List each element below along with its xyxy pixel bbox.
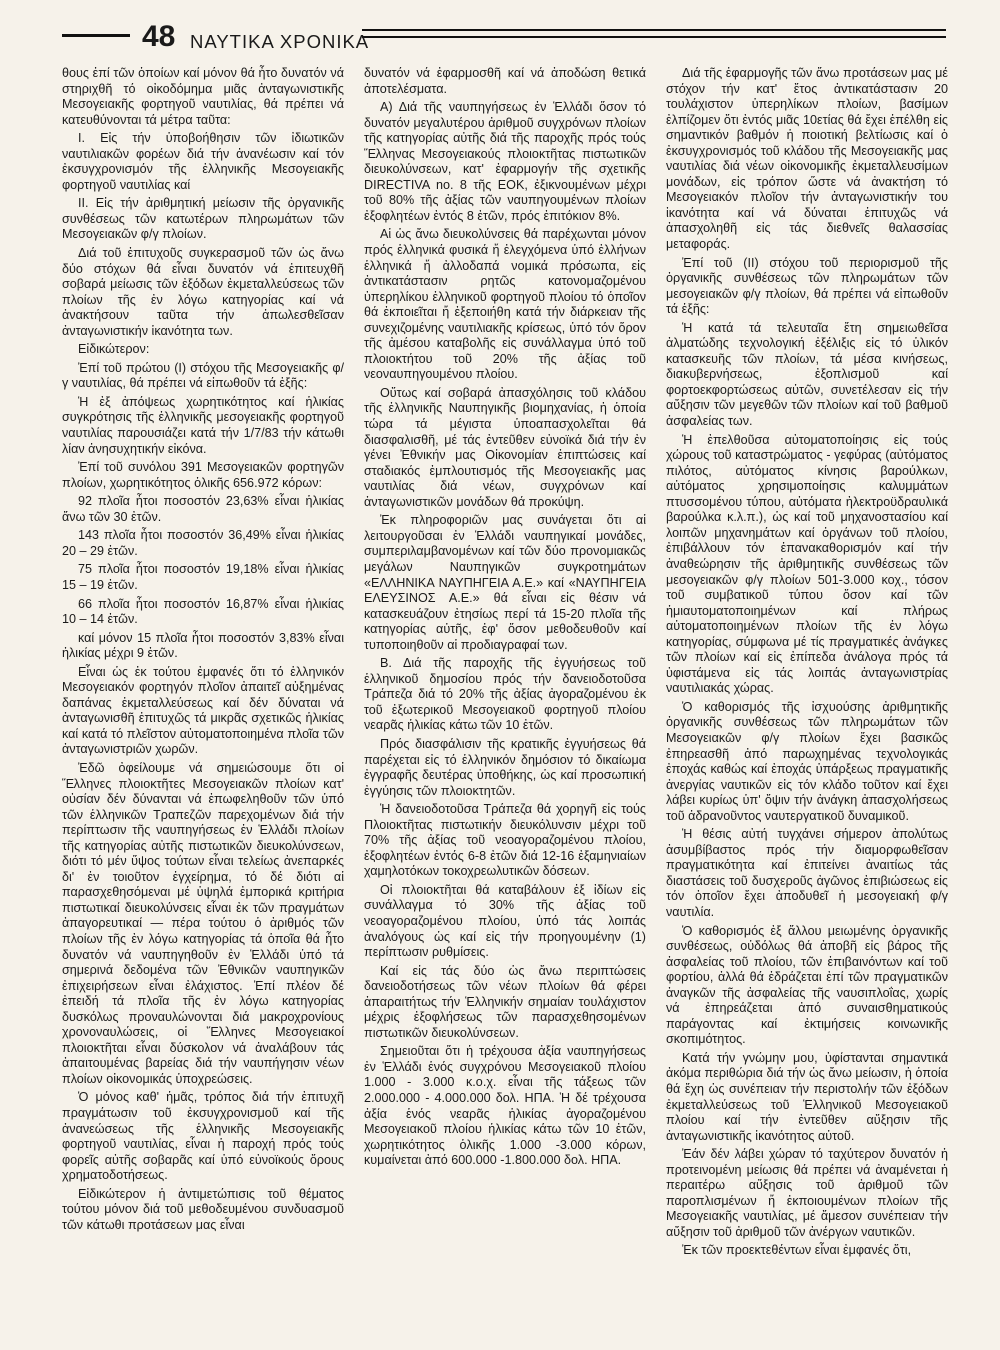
paragraph: Ἐκ πληροφοριῶν μας συνάγεται ὅτι αἱ λειτουργοῦσαι ἐν Ἑλλάδι ναυπηγικαί μονάδες, συμπεριλαμβανομένων καί τῶν δύο προνομιακῶς μεγάλων Ναυπηγικῶν συγκροτημάτων «ΕΛΛΗΝΙΚΑ ΝΑΥΠΗΓΕΙΑ Α.Ε.» καί «ΝΑΥΠΗΓΕΙΑ ΕΛΕΥΣΙΝΟΣ Α.Ε.» θά εἶναι εἰς θέσιν νά κατασκευάζουν ἐτησίως περί τά 15-20 πλοῖα τῆς κατηγορίας αὐτῆς, ἐφ' ὅσον μεθοδευθοῦν καί τυποποιηθοῦν αἱ προδιαγραφαί των. <box>364 513 646 652</box>
paragraph: Ὁ καθορισμός τῆς ἰσχυούσης ἀριθμητικῆς ὀργανικῆς συνθέσεως τῶν πληρωμάτων τῶν Μεσογειακῶν φ/γ πλοίων ἔχει βασικῶς ἐπηρεασθῆ ἀπό παρωχημένας τεχνολογικάς ἐποχάς καθώς καί ἐποχάς ὑπάρξεως πραγματικῆς ἀνεργίας ναυτικῶν εἰς τόν κλάδο τοῦτον καί ἔχει λάβει κυρίως ὑπ' ὄψιν τήν ἀνάγκη ἀπασχολήσεως τοῦ ἀδρανοῦντος ναυτεργατικοῦ δυναμικοῦ. <box>666 699 948 823</box>
paragraph: Εἰδικώτερον: <box>78 342 150 357</box>
paragraph: Σημειοῦται ὅτι ἡ τρέχουσα ἀξία ναυπηγήσεως ἐν Ἑλλάδι ἑνός συγχρόνου Μεσογειακοῦ πλοίου 1.000 - 3.000 κ.ο.χ. εἶναι τῆς τάξεως τῶν 2.000.000 - 4.000.000 δολ. ΗΠΑ. Ἡ δέ τρέχουσα ἀξία ἑνός νεαρᾶς ἡλικίας ἀγοραζομένου Μεσογειακοῦ πλοίου ἡλικίας κάτω τῶν 10 ἐτῶν, χωρητικότητος ὁλικῆς 1.000 -3.000 κόρων, κυμαίνεται ἀπό 600.000 -1.800.000 δολ. ΗΠΑ. <box>364 1044 646 1168</box>
paragraph: Ἐάν δέν λάβει χώραν τό ταχύτερον δυνατόν ἡ προτεινομένη μείωσις θά πρέπει νά ἀναμένεται ἡ περαιτέρω αὔξησις τοῦ ἀριθμοῦ τῶν παροπλισμένων ἤ ἐκποιουμένων πλοίων τῆς Μεσογειακῆς ναυτιλίας, μέ ἄμεσον συνέπειαν τήν αὔξησιν τοῦ ἀριθμοῦ τῶν ἀνέργων ναυτικῶν. <box>666 1147 948 1239</box>
paragraph: 92 πλοῖα ἦτοι ποσοστόν 23,63% εἶναι ἡλικίας ἄνω τῶν 30 ἐτῶν. <box>62 494 344 524</box>
paragraph: Ἡ ἐξ ἀπόψεως χωρητικότητος καί ἡλικίας συγκρότησις τῆς ἑλληνικῆς μεσογειακῆς φορτηγοῦ ναυτιλίας παρουσιάζει κατά τήν 1/7/83 τήν κάτωθι λίαν ἀνησυχητικήν εἰκόνα. <box>62 394 344 456</box>
paragraph: 66 πλοῖα ἦτοι ποσοστόν 16,87% εἶναι ἡλικίας 10 – 14 ἐτῶν. <box>62 596 344 627</box>
paragraph: 143 πλοῖα ἦτοι ποσοστόν 36,49% εἶναι ἡλικίας 20 – 29 ἐτῶν. <box>62 528 344 558</box>
paragraph: Ἡ δανειοδοτοῦσα Τράπεζα θά χορηγῆ εἰς τούς Πλοιοκτῆτας πιστωτικήν διευκόλυνσιν μέχρι τοῦ 70% τῆς ἀξίας τοῦ νεοαγοραζομένου πλοίου, ἐξοφλητέων ἐντός 6-8 ἐτῶν διά 12-16 ἐξαμηνιαίων χαμηλοτόκων τοκοχρεωλυτικῶν δόσεων. <box>364 802 646 879</box>
paragraph: καί μόνον 15 πλοῖα ἦτοι ποσοστόν 3,83% εἶναι ἡλικίας μέχρι 9 ἐτῶν. <box>62 630 344 661</box>
text-column-3 <box>666 66 948 1262</box>
publication-title: ΝΑΥΤΙΚΑ ΧΡΟΝΙΚΑ <box>190 31 370 52</box>
paragraph: Ἡ ἐπελθοῦσα αὐτοματοποίησις εἰς τούς χώρους τοῦ καταστρώματος - γεφύρας (αὐτόματος πιλότος, αὐτόματος κίνησις βαρούλκων, αὐτόματος χρησιμοποίησις καλυμμάτων πτυσσομένου τύπου, αὐτόματα ἠλεκτροϋδραυλικά βαρούλκα κ.λ.π.), ὡς καί τοῦ μηχανοστασίου καί λοιπῶν μηχανημάτων καί ὀργάνων τοῦ πλοίου, ἐπιβάλλουν τόν ἐπανακαθορισμόν καί τήν ἀναθεώρησιν τῆς ἀριθμητικῆς συνθέσεως τῶν μεσογειακῶν φ/γ πλοίων 501-3.000 κοχ., τόσον τοῦ συμβατικοῦ τύπου ὅσον καί τῶν ἡμιαυτοματοποιημένων καί πλήρως αὐτοματοποιημένων πλοίων τῆς ἐν λόγω κατηγορίας, σύμφωνα μέ τίς πραγματικές ἀνάγκες τῶν πλοίων καί εἰς ἐπίπεδα ἀνάλογα πρός τά ὑφιστάμενα εἰς τάς λοιπάς ἀνταγωνιστρίας ναυτιλιακάς χώρας. <box>666 432 948 696</box>
paragraph: δυνατόν νά ἐφαρμοσθῆ καί νά ἀποδώση θετικά ἀποτελέσματα. <box>364 66 646 96</box>
paragraph: Αἱ ὡς ἄνω διευκολύνσεις θά παρέχωνται μόνον πρός ἑλληνικά φυσικά ἤ ἐλεγχόμενα ὑπό ἑλλήνων ἑλληνικά ἤ ἀλλοδαπά νομικά πρόσωπα, εἰς ἀντικατάστασιν ρητῶς κατονομαζομένου ὑπερηλίκου ἑλληνικοῦ φορτηγοῦ πλοίου τό ὁποῖον θά ἐκποιεῖται ἤ ἐξεποιήθη κατά τήν διάρκειαν τῆς συνεχιζομένης ναυτιλιακῆς κρίσεως, ὑπό τόν ὅρον τῆς ἀμέσου καταβολῆς εἰς συνάλλαγμα ὑπό τοῦ πλοιοκτήτου τοῦ 20% τῆς ἀξίας τοῦ νεοναυπηγουμένου πλοίου. <box>364 227 646 382</box>
paragraph: θους ἐπί τῶν ὁποίων καί μόνον θά ἦτο δυνατόν νά στηριχθῆ τό οἰκοδόμημα μιᾶς ἀνταγωνιστικῆς Μεσογειακῆς φορτηγοῦ ναυτιλίας, θά πρέπει νά κατευθύνονται τά μέτρα ταῦτα: <box>62 66 344 127</box>
paragraph: Ι. Εἰς τήν ὑποβοήθησιν τῶν ἰδιωτικῶν ναυτιλιακῶν φορέων διά τήν ἀνανέωσιν καί τόν ἐκσυγχρονισμόν τῆς ἑλληνικῆς Μεσογειακῆς φορτηγοῦ ναυτιλίας καί <box>62 131 344 192</box>
paragraph: Ἡ θέσις αὐτή τυγχάνει σήμερον ἀπολύτως ἀσυμβίβαστος πρός τήν διαμορφωθεῖσαν πραγματικότητα καί ἐπιτείνει ἀναιτίως τάς διαστάσεις τοῦ δυσχεροῦς ἀγῶνος ἐπιβιώσεως εἰς τόν ὁποῖον ἔχει ἀποδυθεῖ ἡ μεσογειακή φ/γ ναυτιλία. <box>666 827 948 919</box>
paragraph: Οὕτως καί σοβαρά ἀπασχόλησις τοῦ κλάδου τῆς ἑλληνικῆς Ναυπηγικῆς βιομηχανίας, ἡ ὁποία τώρα τά μέγιστα ὑποαπασχολεῖται θά διασφαλισθῆ, μέ τάς ἐντεῦθεν εὐνοϊκά διά τήν ἐν γένει Ἐθνικήν μας Οἰκονομίαν ἐπιπτώσεις καί σταδιακός ἐμπλουτισμός τῆς Μεσογειακῆς μας ναυτιλίας διά νέων, συγχρόνων καί ἀνταγωνιστικῶν μονάδων θά προκύψη. <box>364 385 646 509</box>
paragraph: 75 πλοῖα ἦτοι ποσοστόν 19,18% εἶναι ἡλικίας 15 – 19 ἐτῶν. <box>62 562 344 592</box>
paragraph: Καί εἰς τάς δύο ὡς ἄνω περιπτώσεις δανειοδοτήσεως τῶν νέων πλοίων θά φέρει ἀπαραιτήτως τήν Ἑλληνικήν σημαίαν τουλάχιστον μέχρις ἐξοφλήσεως τῶν παρασχεθησομένων πιστωτικῶν διευκολύνσεων. <box>364 963 646 1040</box>
header-rule-right <box>362 29 946 38</box>
paragraph: ΙΙ. Εἰς τήν ἀριθμητική μείωσιν τῆς ὀργανικῆς συνθέσεως τῶν κατωτέρων πληρωμάτων τῶν Μεσογειακῶν φ/γ πλοίων. <box>62 196 344 242</box>
paragraph: Ὁ μόνος καθ' ἡμᾶς, τρόπος διά τήν ἐπιτυχῆ πραγμάτωσιν τοῦ ἐκσυγχρονισμοῦ καί τῆς ἀνανεώσεως τῆς ἑλληνικῆς Μεσογειακῆς φορτηγοῦ ναυτιλίας, εἶναι ἡ παροχή πρός τούς φορεῖς αὐτῆς σοβαρᾶς καί ὑπό εὐνοϊκούς ὅρους χρηματοδοτήσεως. <box>62 1090 344 1183</box>
page-header <box>62 22 946 62</box>
paragraph: Β. Διά τῆς παροχῆς τῆς ἐγγυήσεως τοῦ ἑλληνικοῦ δημοσίου πρός τήν δανειοδοτοῦσα Τράπεζα διά τό 20% τῆς ἀξίας ἀγοραζομένου ἐκ τοῦ ἐξωτερικοῦ Μεσογειακοῦ φορτηγοῦ πλοίου νεαρᾶς ἡλικίας κάτω τῶν 10 ἐτῶν. <box>364 656 646 733</box>
paragraph: Α) Διά τῆς ναυπηγήσεως ἐν Ἑλλάδι ὅσον τό δυνατόν μεγαλυτέρου ἀριθμοῦ συγχρόνων πλοίων τῆς κατηγορίας αὐτῆς διά τῆς παροχῆς πρός τούς Ἕλληνας Μεσογειακούς πλοιοκτῆτας πιστωτικῶν διευκολύνσεων, κατ' ἐφαρμογήν τῆς σχετικῆς DIRECTIVA no. 8 τῆς ΕΟΚ, ἐξικνουμένων μέχρι τοῦ 80% τῆς ἀξίας τῶν ναυπηγουμένων πλοίων ἐξοφλητέων ἐντός 8 ἐτῶν, πρός ἐπιτόκιον 8%. <box>364 100 646 223</box>
paragraph: Ἐπί τοῦ συνόλου 391 Μεσογειακῶν φορτηγῶν πλοίων, χωρητικότητος ὁλικῆς 656.972 κόρων: <box>62 460 344 490</box>
paragraph: Διά τοῦ ἐπιτυχοῦς συγκερασμοῦ τῶν ὡς ἄνω δύο στόχων θά εἶναι δυνατόν νά ἐπιτευχθῆ σοβαρά μείωσις τῶν ἐξόδων ἐκμεταλλεύσεως τῶν πλοίων τῆς ἐν λόγω κατηγορίας καί νά ἀνακτήσουν ταῦτα τήν ἀπωλεσθεῖσαν ἀνταγωνιστικήν ἱκανότητα των. <box>62 246 344 338</box>
text-column-2 <box>364 66 646 1172</box>
paragraph: Ἐκ τῶν προεκτεθέντων εἶναι ἐμφανές ὅτι, <box>682 1243 912 1258</box>
paragraph: Ἡ κατά τά τελευταῖα ἔτη σημειωθεῖσα ἀλματώδης τεχνολογική ἐξέλιξις εἰς τό ὑλικόν κατασκευῆς τῶν πλοίων, τά μέσα κινήσεως, διακυβερνήσεως, ἐξοπλισμοῦ καί φορτοεκφορτώσεως αὐτῶν, συνετέλεσαν εἰς τήν αὔξησιν τῶν μεγεθῶν τῶν πλοίων καί τοῦ βαθμοῦ ἀσφαλείας των. <box>666 320 948 429</box>
paragraph: Ἐπί τοῦ πρώτου (Ι) στόχου τῆς Μεσογειακῆς φ/γ ναυτιλίας, θά πρέπει νά εἰπωθοῦν τά ἑξῆς: <box>62 360 344 391</box>
paragraph: Ὁ καθορισμός ἐξ ἄλλου μειωμένης ὀργανικῆς συνθέσεως, οὐδόλως θά ἀποβῆ εἰς βάρος τῆς ἀσφαλείας τοῦ πλοίου, τῶν ἐπιβαινόντων καί τοῦ φορτίου, ἀλλά θά ἑδράζεται ἐπί τῶν πραγματικῶν ἀναγκῶν τῆς ἀσφαλείας τῆς ναυσιπλοΐας, χωρίς νά ἐπηρεάζεται ἀπό συναισθηματικούς παράγοντας καί ἐκτιμήσεις κοινωνικῆς σκοπιμότητος. <box>666 923 948 1047</box>
paragraph: Εἶναι ὡς ἐκ τούτου ἐμφανές ὅτι τό ἑλληνικόν Μεσογειακόν φορτηγόν πλοῖον ἀπαιτεῖ αὐξημένας δαπάνας ἐκμεταλλεύσεως καί δέν δύναται νά ἀνταγωνισθῆ ἐπιτυχῶς τά μικρᾶς σχετικῶς ἡλικίας καί κατά τό πλεῖστον αὐτοματοποιημένα πλοῖα τῶν ἀνταγωνιστριῶν χωρῶν. <box>62 664 344 757</box>
paragraph: Πρός διασφάλισιν τῆς κρατικῆς ἐγγυήσεως θά παρέχεται εἰς τό ἑλληνικόν δημόσιον τό δικαίωμα ἐγγραφῆς δευτέρας ὑποθήκης, ὡς καί προσωπική ἐγγύησις τῶν πλοιοκτητῶν. <box>364 736 646 798</box>
header-rule-left <box>62 34 130 37</box>
paragraph: Εἰδικώτερον ἡ ἀντιμετώπισις τοῦ θέματος τούτου μόνον διά τοῦ μεθοδευμένου συνδυασμοῦ τῶν κάτωθι προτάσεων μας εἶναι <box>62 1186 344 1232</box>
page-number: 48 <box>142 20 176 53</box>
text-column-1 <box>62 66 344 1236</box>
paragraph: Διά τῆς ἐφαρμογῆς τῶν ἄνω προτάσεων μας μέ στόχον τήν κατ' ἔτος ἀντικατάστασιν 20 τουλάχιστον ὑπερηλίκων πλοίων, βασίμων ἐλπίζομεν ὅτι ἐντός μιᾶς 10ετίας θά ἔχει ἐπέλθη εἰς σημαντικόν βαθμόν ἡ ποιοτική βελτίωσις καί ὁ ἐκσυγχρονισμός τοῦ κλάδου τῆς Μεσογειακῆς μας ναυτιλίας διά νέων οἰκονομικῆς ἐκμεταλλευσίμων μονάδων, εἰς τρόπον ὥστε νά ἀνακτήση τό Μεσογειακόν πλοῖον τήν ἀνταγωνιστικήν του ἱκανότητα καί νά δύναται ἐπιτυχῶς νά ἀπασχοληθῆ εἰς τάς διεθνεῖς θαλασσίας μεταφοράς. <box>666 66 948 252</box>
paragraph: Κατά τήν γνώμην μου, ὑφίστανται σημαντικά ἀκόμα περιθώρια διά τήν ὡς ἄνω μείωσιν, ἡ ὁποία θά ἔχη ὡς συνέπειαν τήν περιστολήν τῶν ἐξόδων ἐκμεταλλεύσεως τοῦ Ἑλληνικοῦ Μεσογειακοῦ πλοίου καί τήν ἐντεῦθεν αὔξησιν τῆς ἀνταγωνιστικῆς ἱκανότητος αὐτοῦ. <box>666 1050 948 1143</box>
paragraph: Οἱ πλοιοκτῆται θά καταβάλουν ἐξ ἰδίων εἰς συνάλλαγμα τό 30% τῆς ἀξίας τοῦ νεοαγοραζομένου πλοίου, ὑπό τάς λοιπάς ἀναλόγους ὡς καί εἰς τήν προηγουμένην (1) περίπτωσιν ρυθμίσεις. <box>364 882 646 960</box>
paragraph: Ἐπί τοῦ (ΙΙ) στόχου τοῦ περιορισμοῦ τῆς ὀργανικῆς συνθέσεως τῶν πληρωμάτων τῶν μεσογειακῶν φ/γ πλοίων, θά πρέπει νά εἰπωθοῦν τά ἑξῆς: <box>666 255 948 317</box>
paragraph: Ἐδῶ ὀφείλουμε νά σημειώσουμε ὅτι οἱ Ἕλληνες πλοιοκτῆτες Μεσογειακῶν πλοίων κατ' οὐσίαν δέν δύνανται νά ἐπωφεληθοῦν τῶν ὑπό τῶν ἑλληνικῶν Τραπεζῶν παρεχομένων διά τήν περίπτωσιν τῆς ναυπηγήσεως ἐν Ἑλλάδι πλοίων τῆς κατηγορίας αὐτῆς πιστωτικῶν διευκολύνσεων, διότι τό μέν ὕψος τούτων εἶναι τελείως ἀνεπαρκές δι' ἐν τοιοῦτον ἐγχείρημα, τό δέ διότι αἱ παρασχεθησόμεναι μέ ὑψηλά ἐμπορικά κριτήρια πιστωτικαί διευκολύνσεις εἶναι ἐκ τῶν πραγμάτων ἀπαγορευτικαί — πέρα τούτου ὁ ἀριθμός τῶν πλοίων τῆς ἐν λόγω κατηγορίας τά ὁποῖα θά ἦτο δυνατόν νά ναυπηγηθοῦν ἐν Ἑλλάδι ὑπό τά σημερινά δεδομένα τῶν Ἐθνικῶν ναυπηγικῶν ἐπιχειρήσεων εἶναι ἐλάχιστος. Ἐπί πλέον δέ ἐπειδή τά πλοῖα τῆς ἐν λόγω κατηγορίας δυσκόλως προναυλώνονται διά μακροχρονίους χρονοναυλώσεις, οἱ Ἕλληνες Μεσογειακοί πλοιοκτῆται εἶναι δύσκολον νά ἀναλάβουν τάς ἀπαιτουμένας βαρείας διά τήν ναυπήγησιν νέων πλοίων οἰκονομικάς ὑποχρεώσεις. <box>62 760 344 1086</box>
